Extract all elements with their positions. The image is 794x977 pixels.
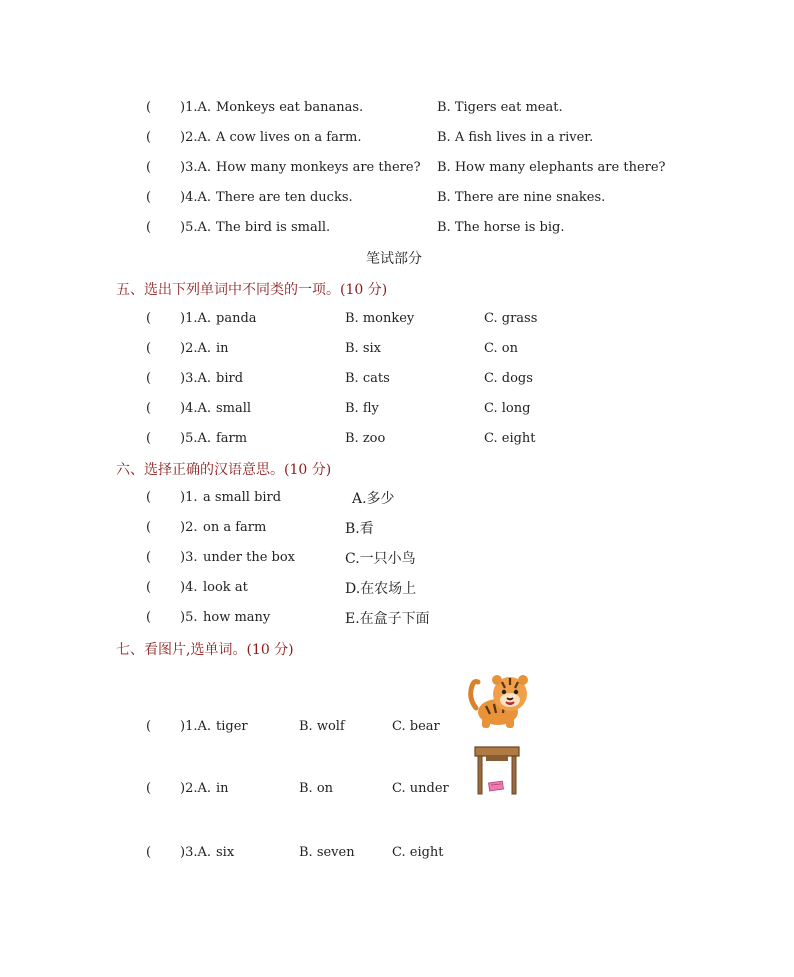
written-part-title: 笔试部分 [366,251,422,267]
answer-paren[interactable]: ( [146,341,152,356]
tiger-icon [466,668,532,730]
answer-paren[interactable]: ( [146,311,152,326]
option-a: six [216,845,235,860]
option-b: B. cats [345,371,390,386]
option-a: tiger [216,719,248,734]
option-b: B. fly [345,401,379,416]
option-a: bird [216,371,244,386]
question-number: )3.A. [180,845,211,860]
option-a: A cow lives on a farm. [216,130,362,145]
question-number: )5.A. [180,431,211,446]
answer-paren[interactable]: ( [146,845,152,860]
question-number: )4.A. [180,401,211,416]
option-b: B. wolf [299,719,345,734]
section-7-title: 七、看图片,选单词。(10 分) [116,642,294,658]
question-number: )5. [180,610,198,625]
question-number: )1.A. [180,311,211,326]
question-number: )3. [180,550,198,565]
question-number: )4.A. [180,190,211,205]
option-b: B. How many elephants are there? [437,160,666,175]
option-c: C. eight [392,845,444,860]
option-b: B. seven [299,845,355,860]
option-a: in [216,781,229,796]
option-c: C. dogs [484,371,533,386]
question-number: )1. [180,490,198,505]
answer-paren[interactable]: ( [146,719,152,734]
option-b: B. six [345,341,381,356]
option-a: Monkeys eat bananas. [216,100,364,115]
option-b: B. The horse is big. [437,220,565,235]
chinese-option: B.看 [345,521,374,537]
english-phrase: a small bird [203,490,282,505]
english-phrase: on a farm [203,520,267,535]
question-number: )4. [180,580,198,595]
section-5-title: 五、选出下列单词中不同类的一项。(10 分) [116,282,388,298]
answer-paren[interactable]: ( [146,431,152,446]
english-phrase: under the box [203,550,296,565]
option-a: panda [216,311,257,326]
table-with-book-underneath-icon [474,746,520,796]
option-c: C. on [484,341,518,356]
option-c: C. bear [392,719,440,734]
answer-paren[interactable]: ( [146,100,152,115]
option-c: C. under [392,781,449,796]
option-b: B. Tigers eat meat. [437,100,563,115]
option-b: B. There are nine snakes. [437,190,606,205]
chinese-option: E.在盒子下面 [345,611,430,627]
english-phrase: how many [203,610,271,625]
english-phrase: look at [203,580,248,595]
answer-paren[interactable]: ( [146,190,152,205]
question-number: )1.A. [180,719,211,734]
question-number: )2. [180,520,198,535]
option-c: C. long [484,401,531,416]
option-b: B. zoo [345,431,386,446]
answer-paren[interactable]: ( [146,490,152,505]
option-a: in [216,341,229,356]
question-number: )2.A. [180,781,211,796]
option-a: small [216,401,252,416]
answer-paren[interactable]: ( [146,520,152,535]
chinese-option: A.多少 [352,491,395,507]
answer-paren[interactable]: ( [146,160,152,175]
option-b: B. on [299,781,334,796]
chinese-option: D.在农场上 [345,581,417,597]
answer-paren[interactable]: ( [146,401,152,416]
option-a: farm [216,431,248,446]
option-b: B. monkey [345,311,415,326]
question-number: )3.A. [180,371,211,386]
chinese-option: C.一只小鸟 [345,551,416,567]
question-number: )5.A. [180,220,211,235]
option-c: C. grass [484,311,538,326]
option-a: There are ten ducks. [216,190,353,205]
option-a: The bird is small. [216,220,331,235]
question-number: )3.A. [180,160,211,175]
answer-paren[interactable]: ( [146,220,152,235]
section-6-title: 六、选择正确的汉语意思。(10 分) [116,462,332,478]
question-number: )1.A. [180,100,211,115]
answer-paren[interactable]: ( [146,781,152,796]
answer-paren[interactable]: ( [146,371,152,386]
answer-paren[interactable]: ( [146,580,152,595]
answer-paren[interactable]: ( [146,130,152,145]
question-number: )2.A. [180,130,211,145]
option-a: How many monkeys are there? [216,160,421,175]
question-number: )2.A. [180,341,211,356]
answer-paren[interactable]: ( [146,610,152,625]
option-b: B. A fish lives in a river. [437,130,594,145]
answer-paren[interactable]: ( [146,550,152,565]
option-c: C. eight [484,431,536,446]
book-icon [489,781,504,791]
